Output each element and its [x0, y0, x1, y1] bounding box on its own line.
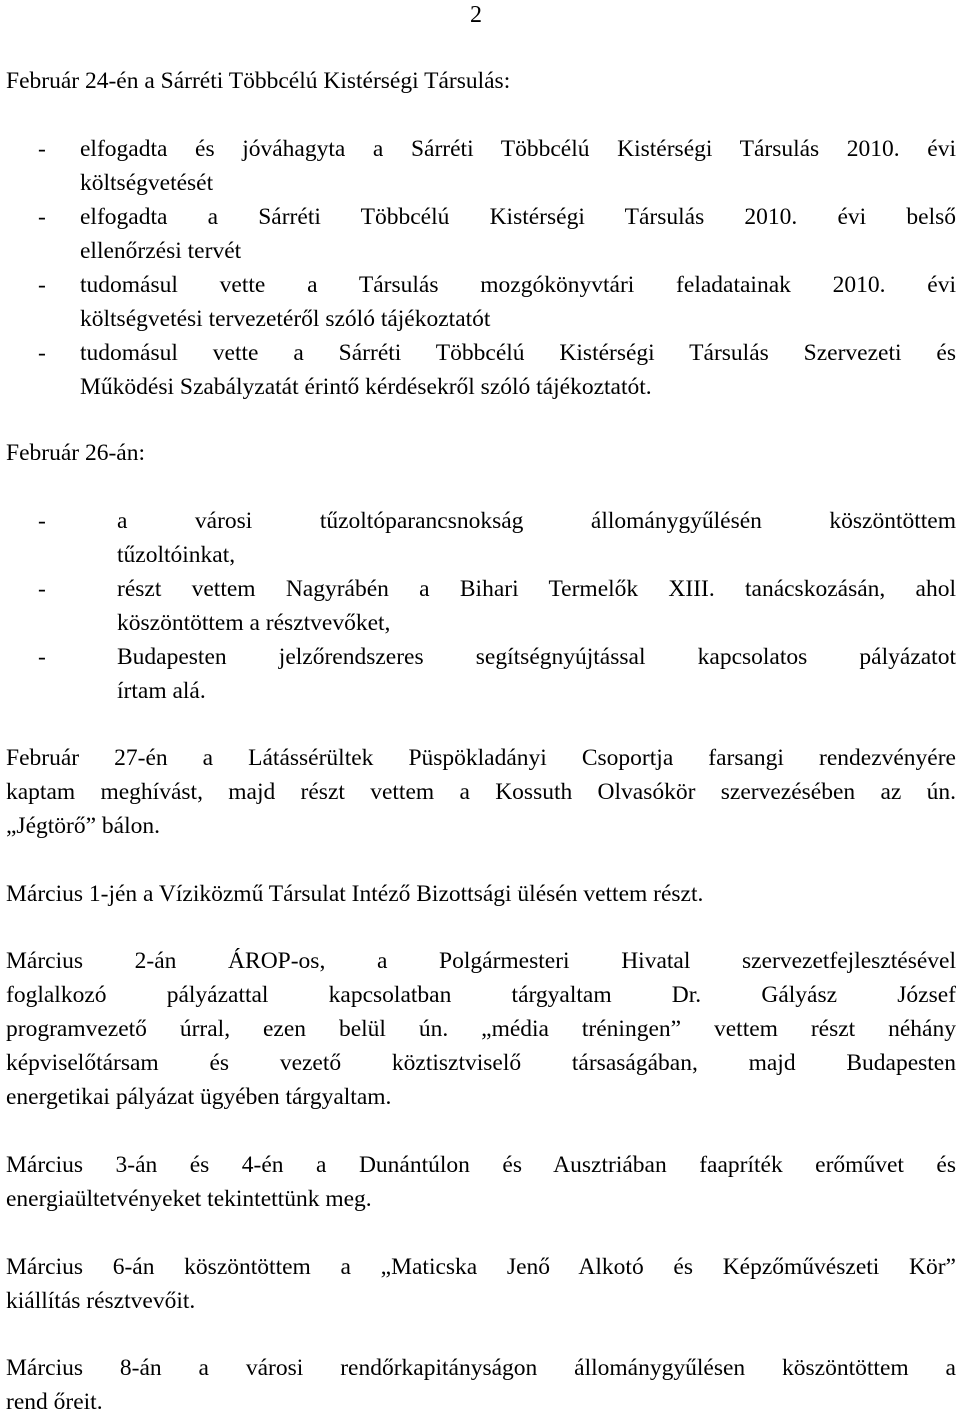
paragraph-line: kaptam meghívást, majd részt vettem a Kossuth Olvasókör szervezésében az ún.	[6, 779, 956, 805]
paragraph-mar6	[6, 1250, 956, 1318]
list-item	[6, 268, 956, 336]
paragraph-line: foglalkozó pályázattal kapcsolatban tárgyaltam Dr. Gályász József	[6, 982, 956, 1008]
paragraph-line: energetikai pályázat ügyében tárgyaltam.	[6, 1084, 392, 1110]
list-item-line: Budapesten jelzőrendszeres segítségnyújtással kapcsolatos pályázatot	[117, 644, 956, 670]
list-item	[6, 572, 956, 640]
section-heading-feb24	[6, 64, 956, 98]
paragraph-line: Március 3-án és 4-én a Dunántúlon és Ausztriában faapríték erőművet és	[6, 1152, 956, 1178]
list-item-line: tudomásul vette a Sárréti Többcélú Kistérségi Társulás Szervezeti és	[80, 340, 956, 366]
paragraph-line: programvezető úrral, ezen belül ún. „média tréningen” vettem részt néhány	[6, 1016, 956, 1042]
heading-text: Február 26-án:	[6, 440, 145, 466]
list-item-line: a városi tűzoltóparancsnokság állománygyűlésén köszöntöttem	[117, 508, 956, 534]
list-item-line: elfogadta és jóváhagyta a Sárréti Többcélú Kistérségi Társulás 2010. évi	[80, 136, 956, 162]
list-dash: -	[38, 340, 46, 366]
paragraph-line: Március 6-án köszöntöttem a „Maticska Jenő Alkotó és Képzőművészeti Kör”	[6, 1254, 956, 1280]
list-item-line: költségvetési tervezetéről szóló tájékoztatót	[80, 306, 491, 332]
list-dash: -	[38, 204, 46, 230]
paragraph-line: rend őreit.	[6, 1389, 103, 1415]
section-heading-feb26	[6, 436, 956, 470]
paragraph-mar1	[6, 877, 956, 911]
list-item	[6, 200, 956, 268]
list-item	[6, 640, 956, 708]
list-dash: -	[38, 136, 46, 162]
feb26-list	[6, 504, 956, 708]
list-item-line: elfogadta a Sárréti Többcélú Kistérségi Társulás 2010. évi belső	[80, 204, 956, 230]
list-dash: -	[38, 272, 46, 298]
feb24-list	[6, 132, 956, 404]
list-item-line: részt vettem Nagyrábén a Bihari Termelők XIII. tanácskozásán, ahol	[117, 576, 956, 602]
list-dash: -	[38, 576, 46, 602]
paragraph-line: energiaültetvényeket tekintettünk meg.	[6, 1186, 372, 1212]
list-item-line: ellenőrzési tervét	[80, 238, 242, 264]
list-item-line: Működési Szabályzatát érintő kérdésekről szóló tájékoztatót.	[80, 374, 652, 400]
list-item	[6, 336, 956, 404]
list-item-line: tűzoltóinkat,	[117, 542, 236, 568]
list-item-line: költségvetését	[80, 170, 214, 196]
paragraph-mar3	[6, 1148, 956, 1216]
page-number: 2	[470, 2, 482, 28]
list-item-line: írtam alá.	[117, 678, 206, 704]
paragraph-line: képviselőtársam és vezető köztisztviselő társaságában, majd Budapesten	[6, 1050, 956, 1076]
paragraph-mar2	[6, 944, 956, 1114]
heading-text: Február 24-én a Sárréti Többcélú Kistérségi Társulás:	[6, 68, 511, 94]
paragraph-line: Március 1-jén a Víziközmű Társulat Intéző Bizottsági ülésén vettem részt.	[6, 881, 704, 907]
paragraph-line: „Jégtörő” bálon.	[6, 813, 161, 839]
list-item	[6, 132, 956, 200]
list-item	[6, 504, 956, 572]
paragraph-feb27	[6, 741, 956, 843]
paragraph-line: kiállítás résztvevőit.	[6, 1288, 196, 1314]
list-item-line: tudomásul vette a Társulás mozgókönyvtári feladatainak 2010. évi	[80, 272, 956, 298]
list-dash: -	[38, 644, 46, 670]
list-dash: -	[38, 508, 46, 534]
list-item-line: köszöntöttem a résztvevőket,	[117, 610, 391, 636]
paragraph-line: Március 8-án a városi rendőrkapitányságon állománygyűlésen köszöntöttem a	[6, 1355, 956, 1381]
paragraph-line: Március 2-án ÁROP-os, a Polgármesteri Hivatal szervezetfejlesztésével	[6, 948, 956, 974]
paragraph-line: Február 27-én a Látássérültek Püspökladányi Csoportja farsangi rendezvényére	[6, 745, 956, 771]
paragraph-mar8	[6, 1351, 956, 1419]
